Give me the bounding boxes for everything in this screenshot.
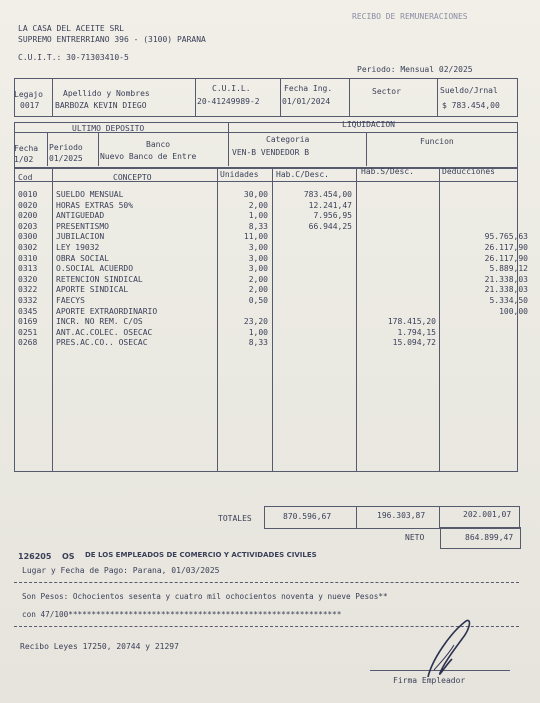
row-cod: 0268 (18, 338, 38, 348)
firma-label: Firma Empleador (393, 676, 466, 685)
neto-label: NETO (405, 533, 425, 542)
row-unidades: 3,00 (248, 264, 268, 274)
row-ded: 21.338,03 (484, 285, 528, 295)
row-ded: 21.338,03 (484, 274, 528, 284)
row-unidades: 3,00 (248, 243, 268, 252)
recibo-leyes: Recibo Leyes 17250, 20744 y 21297 (20, 642, 179, 651)
fecha-ing-label: Fecha Ing. (284, 84, 333, 93)
row-cod: 0203 (18, 221, 38, 231)
neto-value: 864.899,47 (465, 533, 514, 542)
row-cod: 0310 (18, 253, 38, 263)
son-pesos-line1: Son Pesos: Ochocientos sesenta y cuatro mil ochocientos noventa y nueve Pesos** (22, 592, 388, 601)
deposit-periodo-label: Periodo (49, 143, 83, 152)
row-unidades: 23,20 (243, 317, 268, 327)
col-hab-s: Hab.S/Desc. (361, 167, 414, 176)
row-unidades: 2,00 (248, 274, 268, 284)
row-unidades: 8,33 (248, 221, 268, 231)
name-value: BARBOZA KEVIN DIEGO (55, 101, 147, 110)
row-cod: 0200 (18, 211, 38, 221)
row-unidades: 8,33 (248, 338, 268, 348)
cuil-label: C.U.I.L. (212, 84, 251, 93)
os-code: 126205 (18, 552, 52, 561)
receipt-title: RECIBO DE REMUNERACIONES (352, 12, 468, 21)
row-ded: 100,00 (499, 306, 528, 316)
row-cod: 0302 (18, 243, 38, 252)
cuil-value: 20-41249989-2 (197, 97, 260, 106)
row-cod: 0010 (18, 190, 38, 199)
row-ded: 5.889,12 (489, 264, 528, 274)
total-hab-s: 196.303,87 (377, 511, 426, 520)
deposit-fecha-value: 1/02 (14, 155, 34, 164)
row-concepto: RETENCION SINDICAL (56, 274, 143, 284)
row-unidades: 11,00 (243, 232, 268, 242)
lugar-fecha: Lugar y Fecha de Pago: Parana, 01/03/2025 (22, 566, 220, 575)
row-cod: 0320 (18, 274, 38, 284)
row-cod: 0300 (18, 232, 38, 242)
company-address: SUPREMO ENTRERRIANO 396 - (3100) PARANA (18, 35, 206, 44)
row-ded: 5.334,50 (489, 296, 528, 305)
row-ded: 26.117,90 (484, 243, 528, 252)
row-concepto: ANT.AC.COLEC. OSECAC (56, 327, 153, 337)
row-concepto: PRES.AC.CO.. OSECAC (56, 338, 148, 348)
row-concepto: ANTIGUEDAD (56, 211, 105, 221)
row-hab-s: 1.794,15 (397, 327, 436, 337)
son-pesos-line2: con 47/100*********************************************************** (22, 610, 342, 619)
col-deducciones: Deducciones (442, 167, 495, 176)
fecha-ing-value: 01/01/2024 (282, 97, 331, 106)
row-hab-c: 7.956,95 (313, 211, 352, 221)
row-hab-c: 66.944,25 (308, 221, 352, 231)
row-concepto: APORTE SINDICAL (56, 285, 129, 295)
os-name: DE LOS EMPLEADOS DE COMERCIO Y ACTIVIDADES CIVILES (85, 551, 317, 559)
legajo-label: Legajo (14, 90, 43, 99)
row-hab-s: 178.415,20 (387, 317, 436, 327)
company-name: LA CASA DEL ACEITE SRL (18, 24, 124, 33)
row-concepto: HORAS EXTRAS 50% (56, 200, 134, 210)
row-unidades: 30,00 (243, 190, 268, 199)
row-concepto: JUBILACION (56, 232, 105, 242)
liquidacion-label: LIQUIDACION (342, 120, 395, 129)
row-unidades: 2,00 (248, 200, 268, 210)
row-cod: 0322 (18, 285, 38, 295)
funcion-label: Funcion (420, 137, 454, 146)
row-concepto: OBRA SOCIAL (56, 253, 109, 263)
row-cod: 0169 (18, 317, 38, 327)
row-hab-c: 12.241,47 (308, 200, 352, 210)
os-prefix: OS (62, 552, 75, 561)
row-cod: 0251 (18, 327, 38, 337)
row-unidades: 1,00 (248, 327, 268, 337)
row-concepto: APORTE EXTRAORDINARIO (56, 306, 158, 316)
deposit-banco-label: Banco (146, 140, 171, 149)
col-concepto: CONCEPTO (113, 173, 152, 182)
row-ded: 95.765,63 (484, 232, 528, 242)
total-hab-c: 870.596,67 (283, 512, 332, 521)
period: Periodo: Mensual 02/2025 (357, 65, 473, 74)
row-concepto: O.SOCIAL ACUERDO (56, 264, 134, 274)
deposit-periodo-value: 01/2025 (49, 154, 83, 163)
row-unidades: 1,00 (248, 211, 268, 221)
col-hab-c: Hab.C/Desc. (276, 170, 329, 179)
sueldo-label: Sueldo/Jrnal (440, 86, 498, 95)
row-cod: 0020 (18, 200, 38, 210)
legajo-value: 0017 (20, 101, 40, 110)
employer-signature-icon (410, 615, 480, 685)
ultimo-deposito-label: ULTIMO DEPOSITO (72, 124, 145, 133)
col-unidades: Unidades (220, 170, 259, 179)
col-cod: Cod (18, 173, 33, 182)
row-concepto: SUELDO MENSUAL (56, 190, 124, 199)
row-concepto: LEY 19032 (56, 243, 100, 252)
company-cuit: C.U.I.T.: 30-71303410-5 (18, 53, 129, 62)
row-cod: 0332 (18, 296, 38, 305)
row-unidades: 0,50 (248, 296, 268, 305)
row-concepto: INCR. NO REM. C/OS (56, 317, 143, 327)
row-concepto: PRESENTISMO (56, 221, 109, 231)
categoria-label: Categoria (266, 135, 310, 144)
row-unidades: 3,00 (248, 253, 268, 263)
categoria-value: VEN-B VENDEDOR B (232, 148, 310, 157)
sueldo-value: $ 783.454,00 (442, 101, 500, 110)
deposit-banco-value: Nuevo Banco de Entre (100, 152, 197, 161)
row-cod: 0313 (18, 264, 38, 274)
row-concepto: FAECYS (56, 296, 85, 305)
row-cod: 0345 (18, 306, 38, 316)
row-hab-c: 783.454,00 (303, 190, 352, 199)
total-ded: 202.001,07 (463, 510, 512, 519)
row-ded: 26.117,90 (484, 253, 528, 263)
deposit-fecha-label: Fecha (14, 144, 39, 153)
totales-label: TOTALES (218, 514, 252, 523)
sector-label: Sector (372, 87, 401, 96)
row-unidades: 2,00 (248, 285, 268, 295)
row-hab-s: 15.094,72 (392, 338, 436, 348)
name-label: Apellido y Nombres (63, 89, 150, 98)
